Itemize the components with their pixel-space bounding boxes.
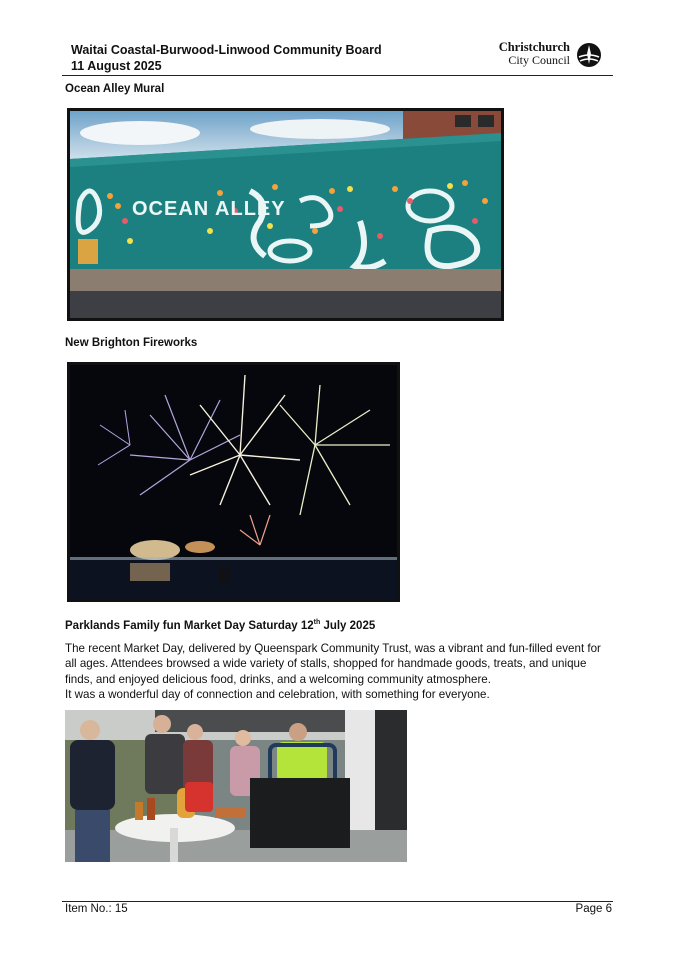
mural-lettering-ocean: OCEAN ALLEY (132, 198, 286, 220)
page-number: Page 6 (575, 903, 612, 915)
market-heading-month: July 2025 (320, 619, 376, 632)
fireworks-illustration (70, 365, 397, 599)
new-brighton-fireworks-photo (67, 362, 400, 602)
fireworks-heading: New Brighton Fireworks (65, 337, 198, 349)
document-header-title (71, 42, 382, 74)
meeting-date: 11 August 2025 (71, 59, 162, 73)
mural-illustration (70, 111, 501, 318)
board-name: Waitai Coastal-Burwood-Linwood Community Board (71, 43, 382, 57)
market-day-heading (65, 619, 375, 632)
market-heading-main: Parklands Family fun Market Day Saturday 12 (65, 619, 314, 632)
ocean-alley-mural-photo (67, 108, 504, 321)
council-logo (498, 40, 602, 70)
logo-line1: Christchurch (498, 40, 570, 54)
market-day-description (65, 641, 615, 703)
market-day-photo (65, 710, 407, 862)
footer-divider (62, 901, 613, 902)
logo-line2: City Council (508, 53, 570, 67)
item-number: Item No.: 15 (65, 903, 128, 915)
mural-heading: Ocean Alley Mural (65, 83, 165, 95)
header-divider (62, 75, 613, 76)
market-paragraph-1: The recent Market Day, delivered by Queenspark Community Trust, was a vibrant and fun-filled event for all ages. Attendees browsed a wide variety of stalls, shopped for handmade goods, treats, and unique finds, and enjoyed delicious food, drinks, and a welcoming community atmosphere. (65, 642, 601, 686)
market-heading-ordinal: th (313, 619, 321, 626)
market-paragraph-2: It was a wonderful day of connection and celebration, with something for everyone. (65, 688, 490, 702)
cathedral-logo-icon (576, 42, 602, 68)
market-day-illustration (65, 710, 407, 862)
